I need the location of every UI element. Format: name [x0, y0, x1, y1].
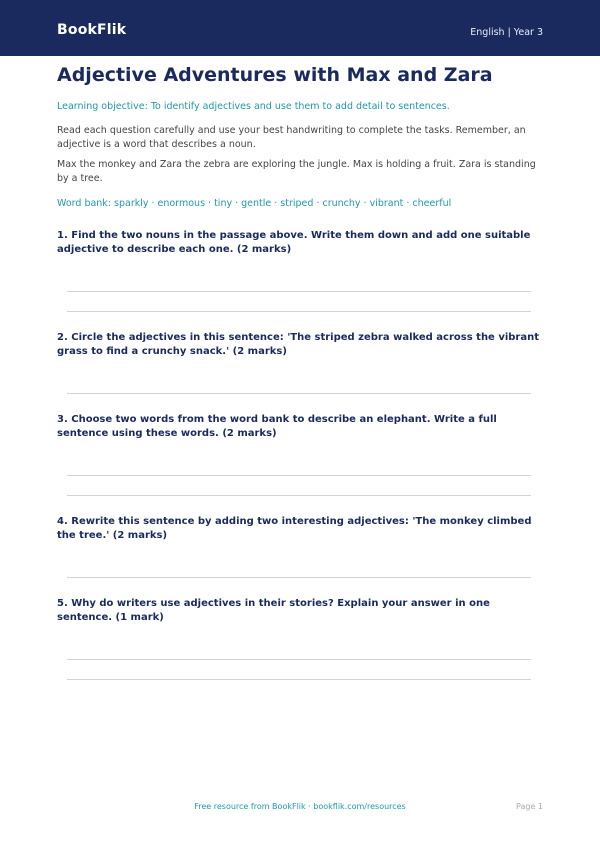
answer-line[interactable] [67, 291, 531, 292]
brand-logo: BookFlik [57, 22, 127, 38]
answer-line[interactable] [67, 495, 531, 496]
answer-line[interactable] [67, 659, 531, 660]
question-4: 4. Rewrite this sentence by adding two interesting adjectives: 'The monkey climbed the tree.' (2 marks) [57, 516, 532, 541]
passage-text: Max the monkey and Zara the zebra are exploring the jungle. Max is holding a fruit. Zara is standing by a tree. [57, 159, 536, 184]
page-header [0, 0, 600, 56]
page-number: Page 1 [516, 802, 543, 811]
footer-credit-link[interactable]: Free resource from BookFlik · bookflik.com/resources [194, 802, 406, 811]
answer-line[interactable] [67, 393, 531, 394]
question-1: 1. Find the two nouns in the passage above. Write them down and add one suitable adjective to describe each one. (2 marks) [57, 230, 531, 255]
word-bank: Word bank: sparkly · enormous · tiny · gentle · striped · crunchy · vibrant · cheerful [57, 198, 452, 209]
answer-line[interactable] [67, 475, 531, 476]
subject-year-label: English | Year 3 [470, 27, 543, 38]
answer-line[interactable] [67, 679, 531, 680]
answer-line[interactable] [67, 311, 531, 312]
learning-objective: Learning objective: To identify adjectives and use them to add detail to sentences. [57, 101, 450, 112]
answer-line[interactable] [67, 577, 531, 578]
question-2: 2. Circle the adjectives in this sentence: 'The striped zebra walked across the vibrant grass to find a crunchy snack.' (2 marks) [57, 332, 540, 357]
worksheet-title: Adjective Adventures with Max and Zara [57, 64, 493, 86]
question-3: 3. Choose two words from the word bank to describe an elephant. Write a full sentence using these words. (2 marks) [57, 414, 497, 439]
question-5: 5. Why do writers use adjectives in their stories? Explain your answer in one sentence. (1 mark) [57, 598, 490, 623]
instructions-text: Read each question carefully and use your best handwriting to complete the tasks. Remember, an adjective is a word that describes a noun. [57, 125, 526, 150]
